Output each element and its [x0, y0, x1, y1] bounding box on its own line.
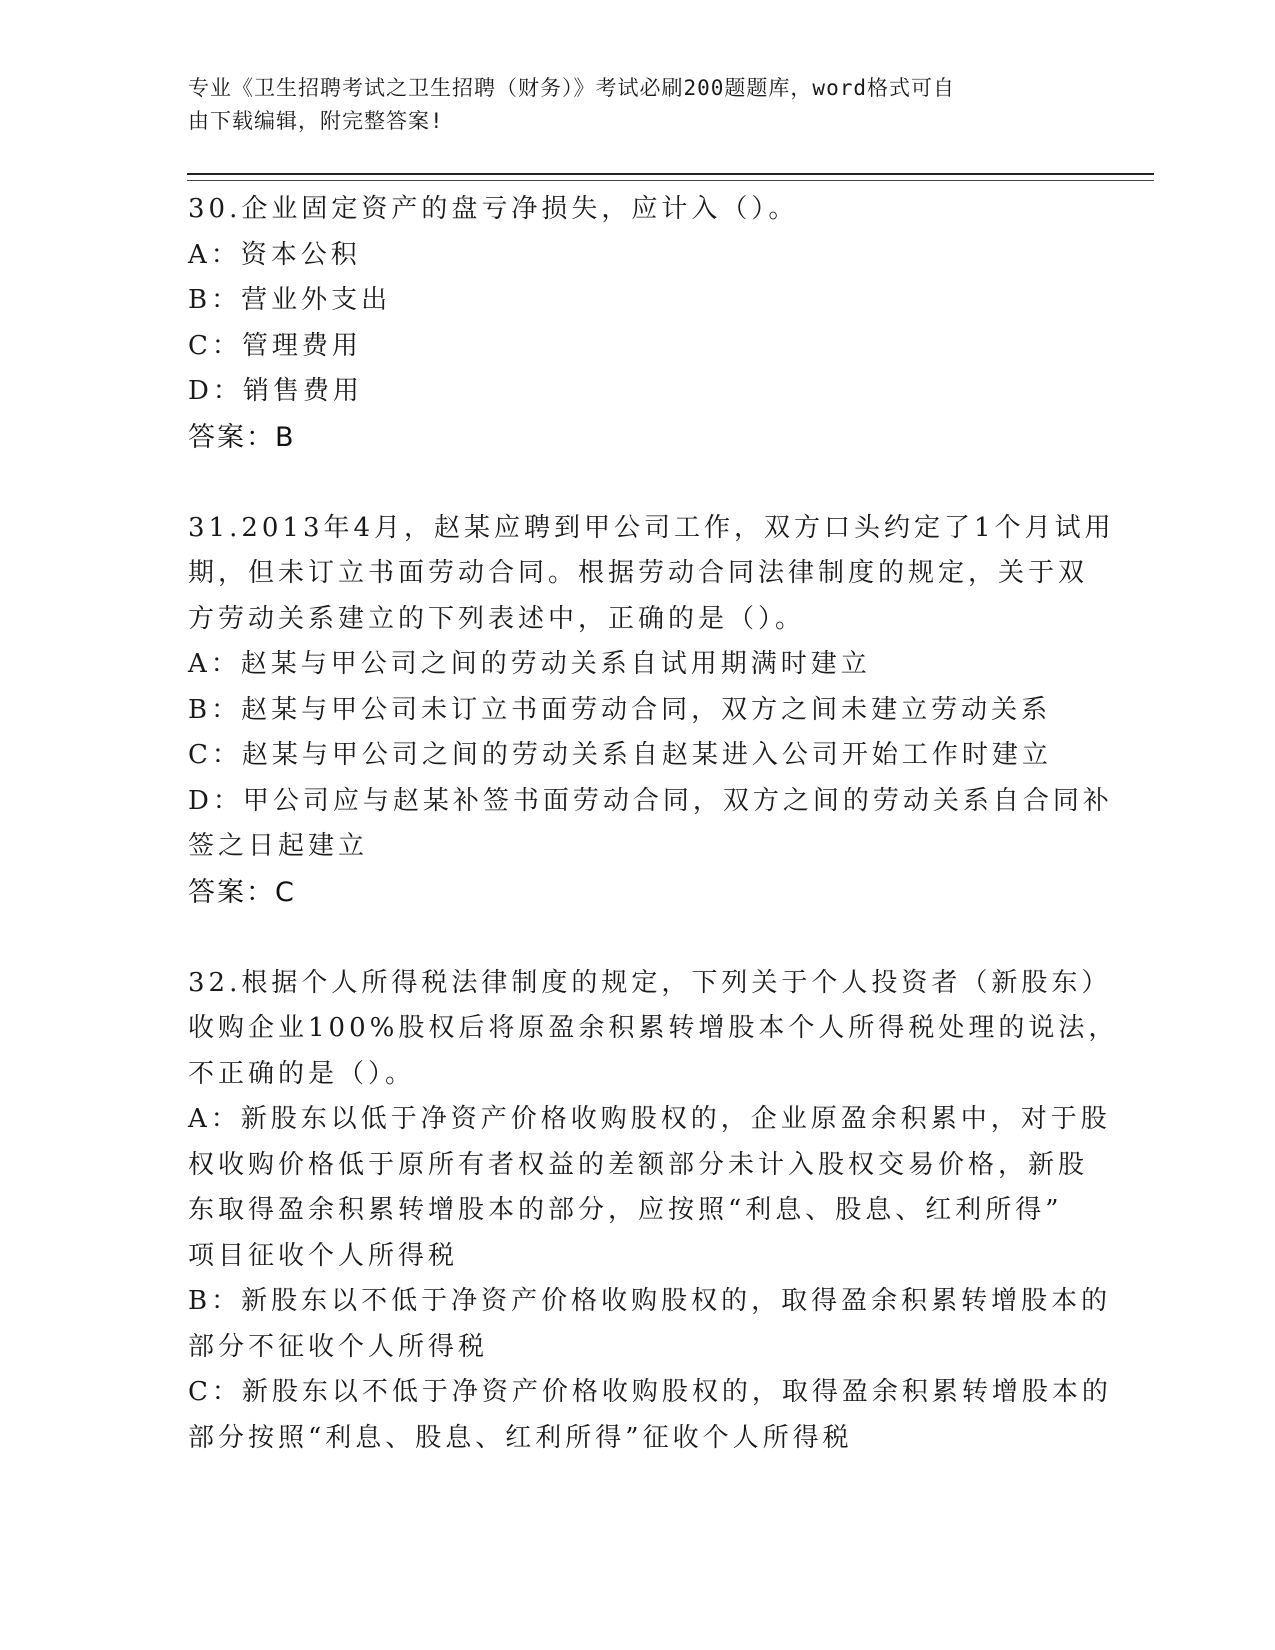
question-30 — [188, 187, 1088, 460]
option-c-continued: 部分按照“利息、股息、红利所得”征收个人所得税 — [188, 1422, 853, 1453]
header-line-2: 由下载编辑，附完整答案! — [188, 109, 444, 133]
option-d: D：甲公司应与赵某补签书面劳动合同，双方之间的劳动关系自合同补 — [188, 785, 1113, 816]
question-list — [188, 187, 1119, 1461]
question-stem-line: 31.2013年4月，赵某应聘到甲公司工作，双方口头约定了1个月试用 — [188, 512, 1115, 543]
question-31 — [188, 506, 1115, 916]
document-header — [188, 72, 1068, 138]
option-c: C：新股东以不低于净资产价格收购股权的，取得盈余积累转增股本的 — [188, 1377, 1112, 1407]
option-a-continued: 项目征收个人所得税 — [188, 1240, 459, 1271]
option-a: A：新股东以低于净资产价格收购股权的，企业原盈余积累中，对于股 — [188, 1104, 1111, 1134]
option-a-continued: 东取得盈余积累转增股本的部分，应按照“利息、股息、红利所得” — [188, 1195, 1063, 1225]
header-divider-thick — [187, 173, 1154, 175]
option-a-continued: 权收购价格低于原所有者权益的差额部分未计入股权交易价格，新股 — [188, 1149, 1089, 1180]
option-b-continued: 部分不征收个人所得税 — [188, 1331, 489, 1362]
answer-label: 答案：B — [188, 421, 296, 453]
option-c: C：赵某与甲公司之间的劳动关系自赵某进入公司开始工作时建立 — [188, 740, 1052, 770]
question-32 — [188, 961, 1119, 1462]
option-b: B：营业外支出 — [188, 285, 392, 315]
question-spacer — [188, 915, 1088, 961]
option-a: A：资本公积 — [188, 239, 361, 270]
header-line-1: 专业《卫生招聘考试之卫生招聘（财务）》考试必刷200题题库，word格式可自 — [188, 76, 955, 100]
option-c: C：管理费用 — [188, 330, 362, 361]
option-b: B：赵某与甲公司未订立书面劳动合同，双方之间未建立劳动关系 — [188, 694, 1052, 725]
question-stem-line: 方劳动关系建立的下列表述中，正确的是（）。 — [188, 603, 806, 634]
question-stem-line: 期，但未订立书面劳动合同。根据劳动合同法律制度的规定，关于双 — [188, 558, 1089, 588]
answer-label: 答案：C — [188, 876, 296, 908]
question-stem-line: 32.根据个人所得税法律制度的规定，下列关于个人投资者（新股东） — [188, 967, 1112, 998]
option-a: A：赵某与甲公司之间的劳动关系自试用期满时建立 — [188, 649, 871, 679]
question-stem-line: 30.企业固定资产的盘亏净损失，应计入（）。 — [188, 194, 799, 224]
option-d: D：销售费用 — [188, 376, 363, 406]
option-b: B：新股东以不低于净资产价格收购股权的，取得盈余积累转增股本的 — [188, 1286, 1112, 1316]
question-stem-line: 不正确的是（）。 — [188, 1058, 416, 1089]
question-spacer — [188, 460, 1088, 506]
header-divider-thin — [187, 180, 1154, 181]
option-d-continued: 签之日起建立 — [188, 831, 369, 861]
question-stem-line: 收购企业100%股权后将原盈余积累转增股本个人所得税处理的说法， — [188, 1013, 1119, 1043]
